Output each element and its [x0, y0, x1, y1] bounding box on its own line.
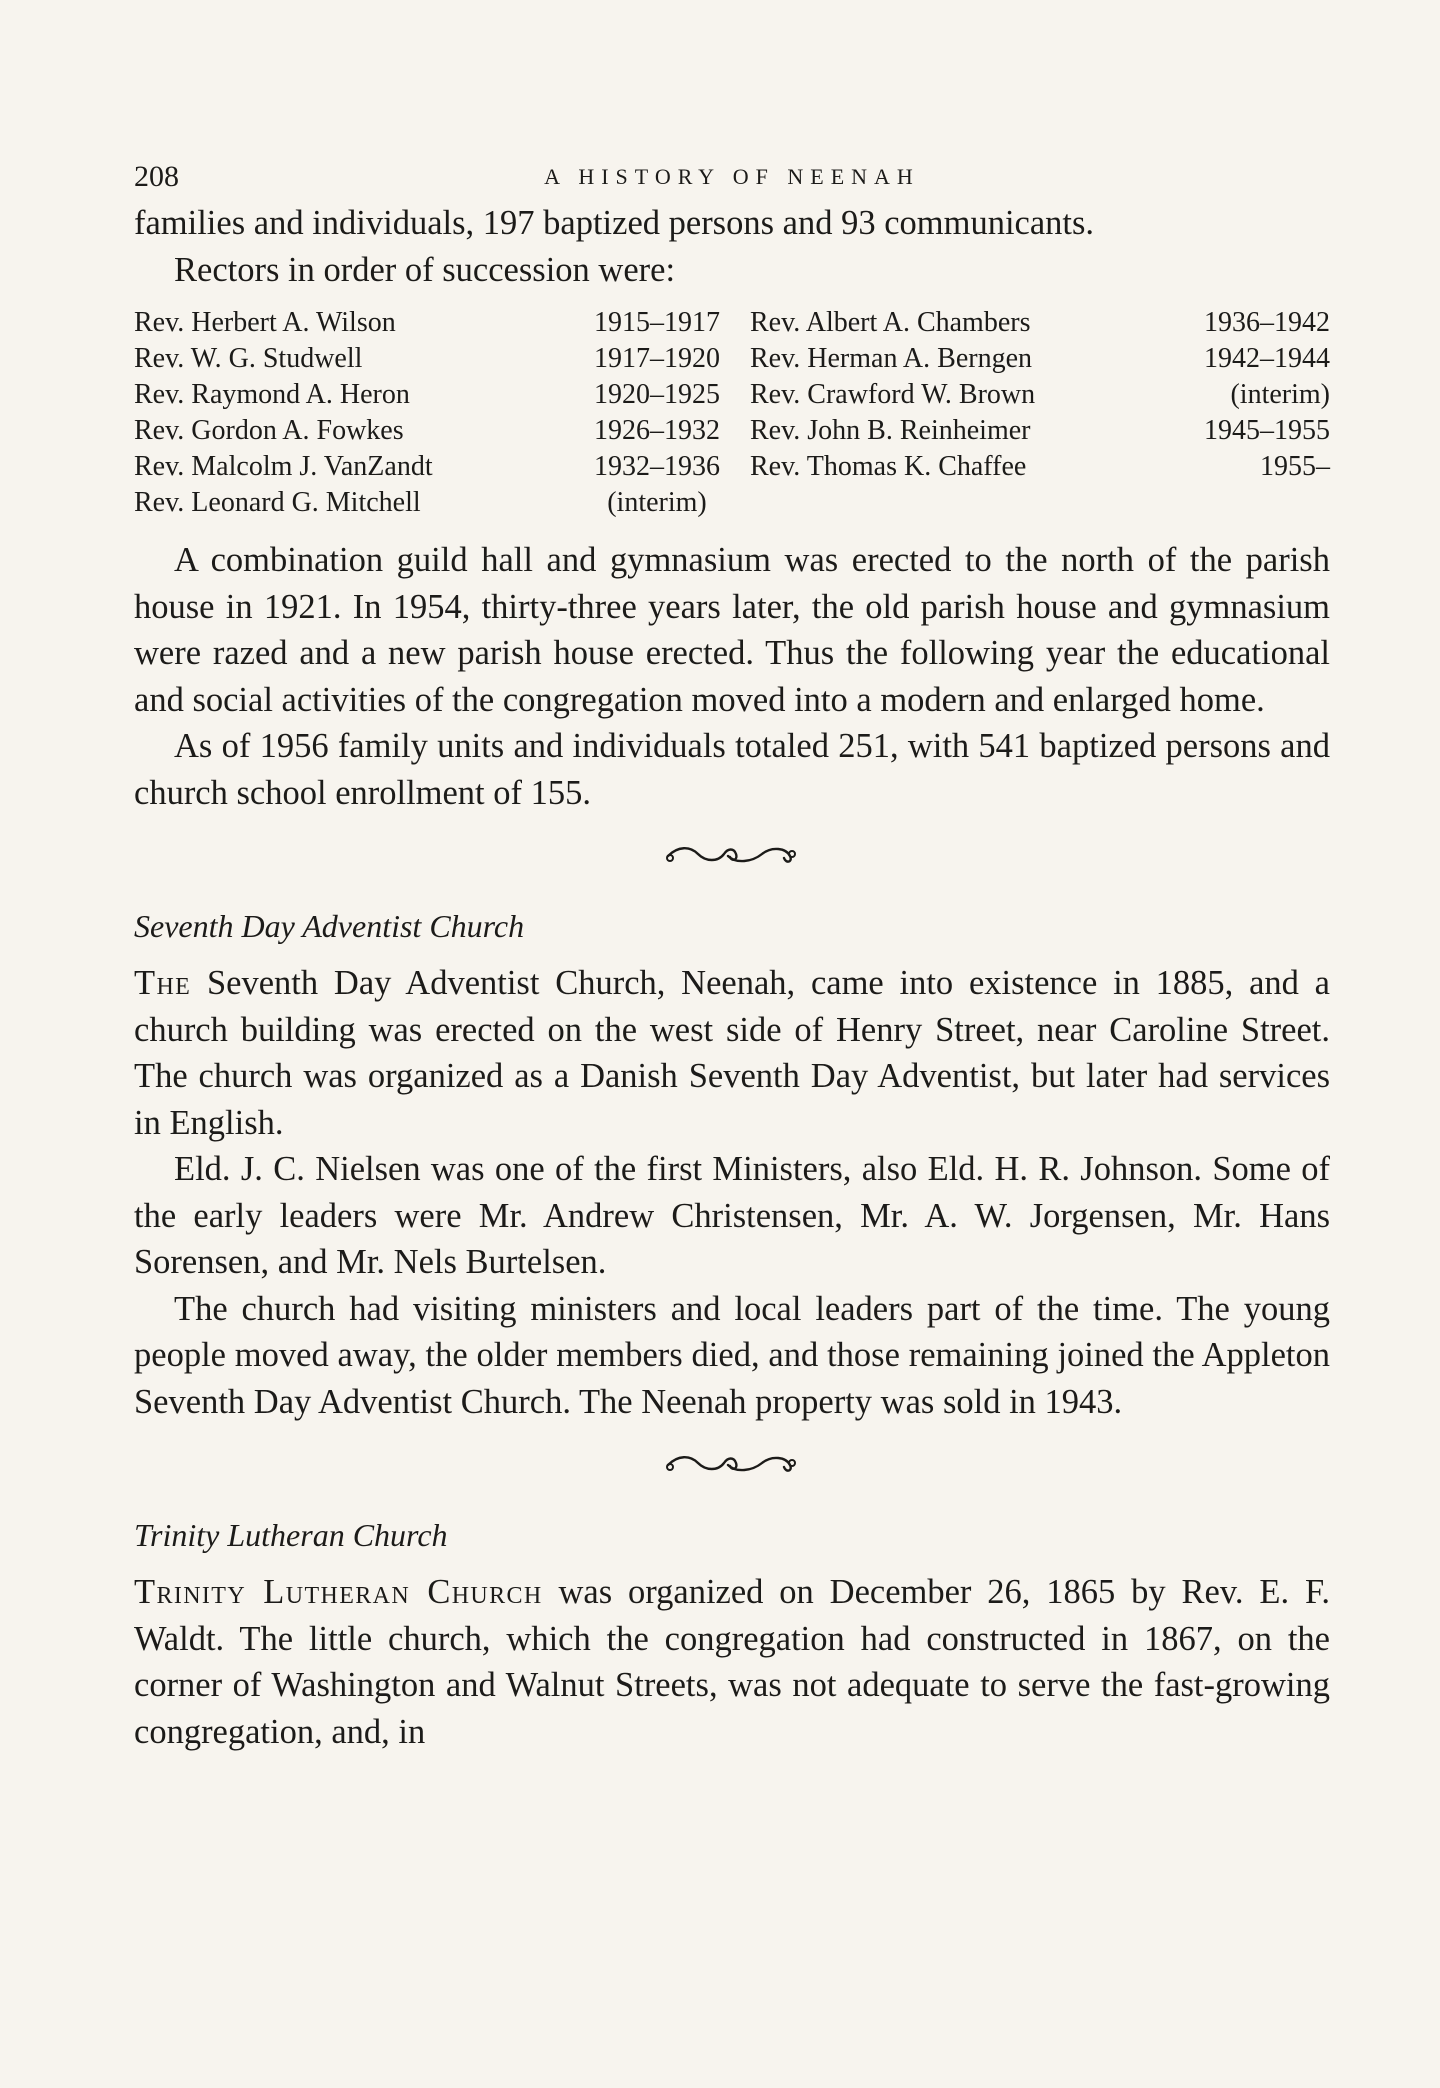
paragraph-guild-hall: A combination guild hall and gymnasium was erected to the north of the parish house in 1921. In 1954, thirty-three years later, the old parish house and gymnasium were razed and a new parish house erected. Thus the following year the educational and social activities of the congregation moved into a modern and enlarged home. — [134, 541, 1330, 719]
rector-years: 1926–1932 — [594, 415, 720, 446]
rector-name — [750, 485, 1180, 521]
running-head — [134, 160, 1330, 200]
rector-years: 1917–1920 — [594, 343, 720, 374]
paragraph-body: Seventh Day Adventist Church, Neenah, came into existence in 1885, and a church building was erected on the west side of Henry Street, near Caroline Street. The church was organized as a Danish Seventh Day Adventist, but later had services in English. — [134, 964, 1330, 1142]
rector-years: 1936–1942 — [1204, 307, 1330, 338]
paragraph-adventist-ministers: Eld. J. C. Nielsen was one of the first Ministers, also Eld. H. R. Johnson. Some of the early leaders were Mr. Andrew Christensen, Mr. A. W. Jorgensen, Mr. Hans Sorensen, and Mr. Nels Burtelsen. — [134, 1150, 1330, 1281]
paragraph-lutheran-origin — [134, 1569, 1330, 1755]
book-page — [134, 160, 1330, 1755]
rector-years: 1955– — [1260, 451, 1330, 482]
rector-years: 1932–1936 — [594, 451, 720, 482]
paragraph-adventist-decline: The church had visiting ministers and local leaders part of the time. The young people moved away, the older members died, and those remaining joined the Appleton Seventh Day Adventist Church. The Neenah property was sold in 1943. — [134, 1289, 1330, 1421]
paragraph-continuation: families and individuals, 197 baptized persons and 93 communicants. — [134, 204, 1095, 242]
paragraph-body: was organized on December 26, 1865 by Rev. E. F. Waldt. The little church, which the congregation had constructed in 1867, on the corner of Washington and Walnut Streets, was not adequate to serve the fast-growing congregation, and, in — [134, 1573, 1330, 1751]
paragraph-1956-totals: As of 1956 family units and individuals totaled 251, with 541 baptized persons and church school enrollment of 155. — [134, 727, 1330, 812]
rector-years: 1915–1917 — [594, 307, 720, 338]
rector-years: 1942–1944 — [1204, 343, 1330, 374]
rector-years: (interim) — [607, 487, 707, 518]
rector-name: Rev. W. G. Studwell — [134, 343, 363, 374]
rector-name: Rev. Herbert A. Wilson — [134, 307, 396, 338]
rector-name: Rev. Albert A. Chambers — [750, 307, 1031, 338]
section-heading-adventist: Seventh Day Adventist Church — [134, 908, 525, 944]
page-number: 208 — [134, 160, 179, 193]
ornament-divider — [134, 1451, 1330, 1481]
rector-name: Rev. Malcolm J. VanZandt — [134, 451, 433, 482]
rector-name: Rev. Leonard G. Mitchell — [134, 487, 421, 518]
section-heading-lutheran: Trinity Lutheran Church — [134, 1517, 448, 1553]
rector-name: Rev. Gordon A. Fowkes — [134, 415, 404, 446]
lead-words: The — [134, 964, 192, 1002]
rector-name: Rev. John B. Reinheimer — [750, 415, 1031, 446]
rectors-list — [134, 305, 1330, 521]
rector-years: 1945–1955 — [1204, 415, 1330, 446]
ornament-icon — [662, 842, 802, 868]
rector-name: Rev. Thomas K. Chaffee — [750, 451, 1027, 482]
paragraph-adventist-origin — [134, 960, 1330, 1146]
rector-name: Rev. Herman A. Berngen — [750, 343, 1032, 374]
ornament-icon — [662, 1451, 802, 1477]
paragraph-rectors-intro: Rectors in order of succession were: — [174, 250, 676, 289]
lead-words: Trinity Lutheran Church — [134, 1573, 543, 1611]
rector-years: 1920–1925 — [594, 379, 720, 410]
running-title: A HISTORY OF NEENAH — [544, 164, 920, 189]
rector-years: (interim) — [1230, 379, 1330, 410]
ornament-divider — [134, 842, 1330, 872]
rector-name: Rev. Raymond A. Heron — [134, 379, 410, 410]
rector-name: Rev. Crawford W. Brown — [750, 379, 1036, 410]
rector-years — [1180, 485, 1330, 521]
